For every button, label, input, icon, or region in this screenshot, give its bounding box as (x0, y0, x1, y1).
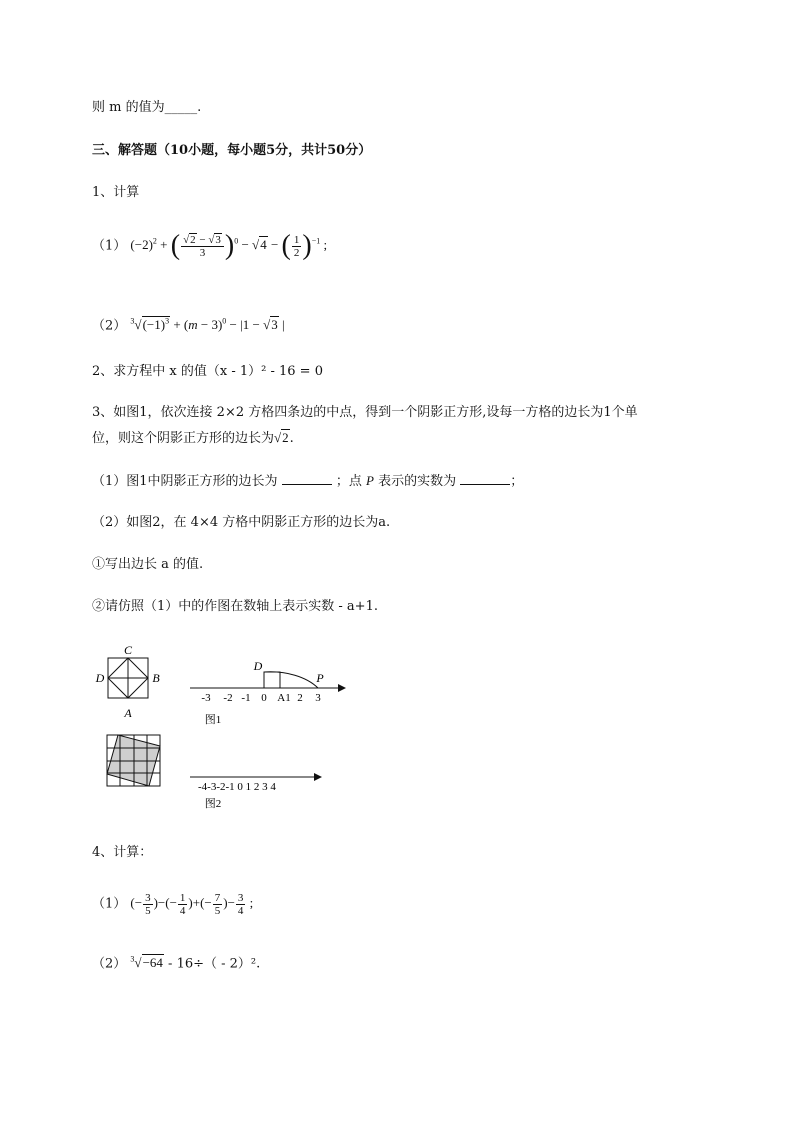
expression-2: $^3√(-1)^3 + (m - 3)^0 - |1 - √3$ | (130, 317, 285, 333)
label-point-p: P (316, 671, 324, 685)
expression-1: $(-2)^2$ + ( $\frac{√2 - √3}{3}$ )$^0$ − √4 − ( $\frac{1}{2}$ )$^{-1}$ ; (130, 230, 328, 262)
question-3-line-2: 位，则这个阴影正方形的边长为√2. (92, 430, 294, 446)
question-3-line-1: 3、如图1，依次连接 2×2 方格四条边的中点，得到一个阴影正方形,设每一方格的边长为1个单 (92, 405, 638, 420)
label-c: C (123, 643, 133, 657)
question-1-title: 1、计算 (92, 185, 140, 200)
number-line-tick-label: -1 (241, 692, 251, 704)
number-line-tick-label: 2 (297, 692, 303, 704)
label-d: D (95, 671, 105, 685)
question-3-circle-1: ①写出边长 a 的值. (92, 557, 204, 572)
figure-1-number-line (188, 650, 348, 730)
part-label: （2） (92, 318, 127, 334)
label-b: B (152, 671, 160, 685)
number-line-tick-label: 0 (261, 692, 267, 704)
question-2: 2、求方程中 x 的值（x - 1）² - 16 = 0 (92, 364, 323, 379)
answer-blank[interactable] (460, 472, 510, 485)
figure-1-caption: 图1 (204, 714, 222, 726)
section-title: 三、解答题（10小题，每小题5分，共计50分） (92, 143, 372, 158)
part-label: （2） (92, 956, 127, 972)
part-label: （1） (92, 238, 127, 254)
question-3-part-1: （1）图1中阴影正方形的边长为 ；点 P 表示的实数为 ； (92, 473, 524, 489)
question-1-part-1 (92, 230, 328, 262)
answer-blank[interactable] (282, 472, 332, 485)
question-4-title: 4、计算： (92, 845, 153, 860)
figure-2-caption: 图2 (204, 798, 222, 810)
number-line-tick-label: -2 (223, 692, 233, 704)
figure-1-square (90, 642, 180, 722)
label-point-d: D (253, 659, 263, 673)
label-a: A (124, 706, 132, 720)
question-4-part-1 (92, 892, 253, 917)
figure-2-grid (104, 732, 164, 790)
question-4-part-2: （2） $^3$√−64 - 16÷（ - 2）². (92, 955, 261, 972)
m-value-line: 则 m 的值为_____. (92, 100, 202, 115)
number-line-tick-label: -3 (201, 692, 211, 704)
expression-3: (− $\frac{3}{5}$ )−(− $\frac{1}{4}$ )+(− $\frac{7}{5}$ )− $\frac{3}{4}$ ; (130, 892, 254, 917)
number-line-tick-label: A1 (277, 692, 291, 704)
figure-2-number-line (188, 764, 328, 814)
question-3-circle-2: ②请仿照（1）中的作图在数轴上表示实数 - a+1. (92, 599, 378, 614)
number-line-labels: -4-3-2-1 0 1 2 3 4 (198, 781, 276, 793)
question-3-part-2: （2）如图2，在 4×4 方格中阴影正方形的边长为a. (92, 515, 391, 530)
number-line-labels (201, 692, 321, 704)
number-line-tick-label: 3 (315, 692, 321, 704)
part-label: （1） (92, 896, 127, 912)
question-1-part-2 (92, 312, 285, 336)
